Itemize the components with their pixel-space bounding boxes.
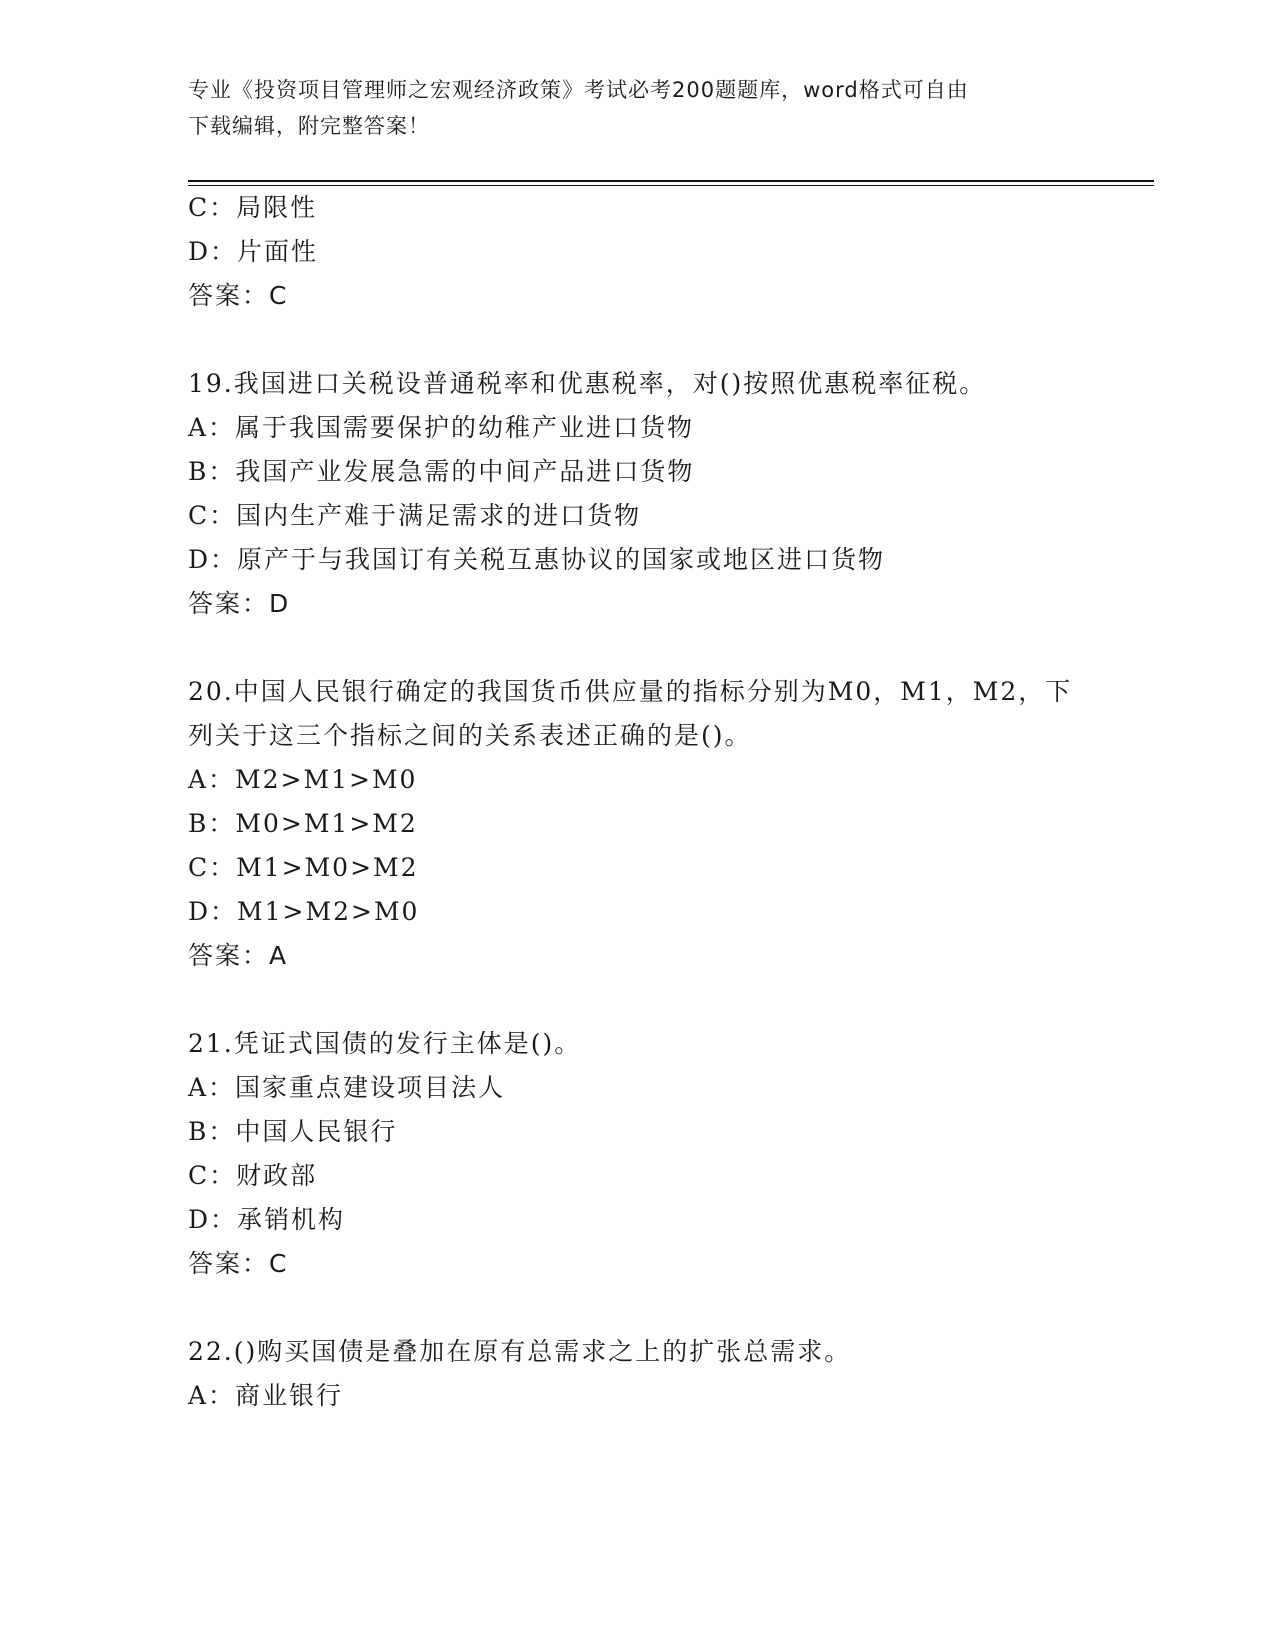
q22-option-a: A：商业银行 <box>188 1381 344 1410</box>
q20-option-b: B：M0>M1>M2 <box>188 809 418 838</box>
q18-option-c: C：局限性 <box>188 193 318 222</box>
q21-answer: 答案：C <box>188 1249 289 1278</box>
q20-option-d: D：M1>M2>M0 <box>188 897 420 926</box>
header-divider-thin <box>188 185 1154 186</box>
q21-option-b: B：中国人民银行 <box>188 1117 398 1146</box>
q18-answer: 答案：C <box>188 281 289 310</box>
document-header <box>188 72 1088 144</box>
q19-option-b: B：我国产业发展急需的中间产品进口货物 <box>188 457 695 486</box>
header-line-2: 下载编辑，附完整答案！ <box>188 114 430 138</box>
q22-question: 22.()购买国债是叠加在原有总需求之上的扩张总需求。 <box>188 1337 852 1366</box>
q19-answer: 答案：D <box>188 589 291 618</box>
header-divider-thick <box>188 180 1154 182</box>
q21-question: 21.凭证式国债的发行主体是()。 <box>188 1029 582 1058</box>
q19-question: 19.我国进口关税设普通税率和优惠税率，对()按照优惠税率征税。 <box>188 369 987 398</box>
q21-option-c: C：财政部 <box>188 1161 318 1190</box>
q20-question-line-1: 20.中国人民银行确定的我国货币供应量的指标分别为M0，M1，M2，下 <box>188 677 1073 706</box>
q19-option-a: A：属于我国需要保护的幼稚产业进口货物 <box>188 413 695 442</box>
q20-question-line-2: 列关于这三个指标之间的关系表述正确的是()。 <box>188 721 752 750</box>
q18-option-d: D：片面性 <box>188 237 319 266</box>
q21-option-a: A：国家重点建设项目法人 <box>188 1073 506 1102</box>
q21-option-d: D：承销机构 <box>188 1205 346 1234</box>
q19-option-c: C：国内生产难于满足需求的进口货物 <box>188 501 642 530</box>
header-line-1: 专业《投资项目管理师之宏观经济政策》考试必考200题题库，word格式可自由 <box>188 78 969 102</box>
q19-option-d: D：原产于与我国订有关税互惠协议的国家或地区进口货物 <box>188 545 886 574</box>
q20-option-c: C：M1>M0>M2 <box>188 853 419 882</box>
q20-answer: 答案：A <box>188 941 289 970</box>
q20-option-a: A：M2>M1>M0 <box>188 765 418 794</box>
